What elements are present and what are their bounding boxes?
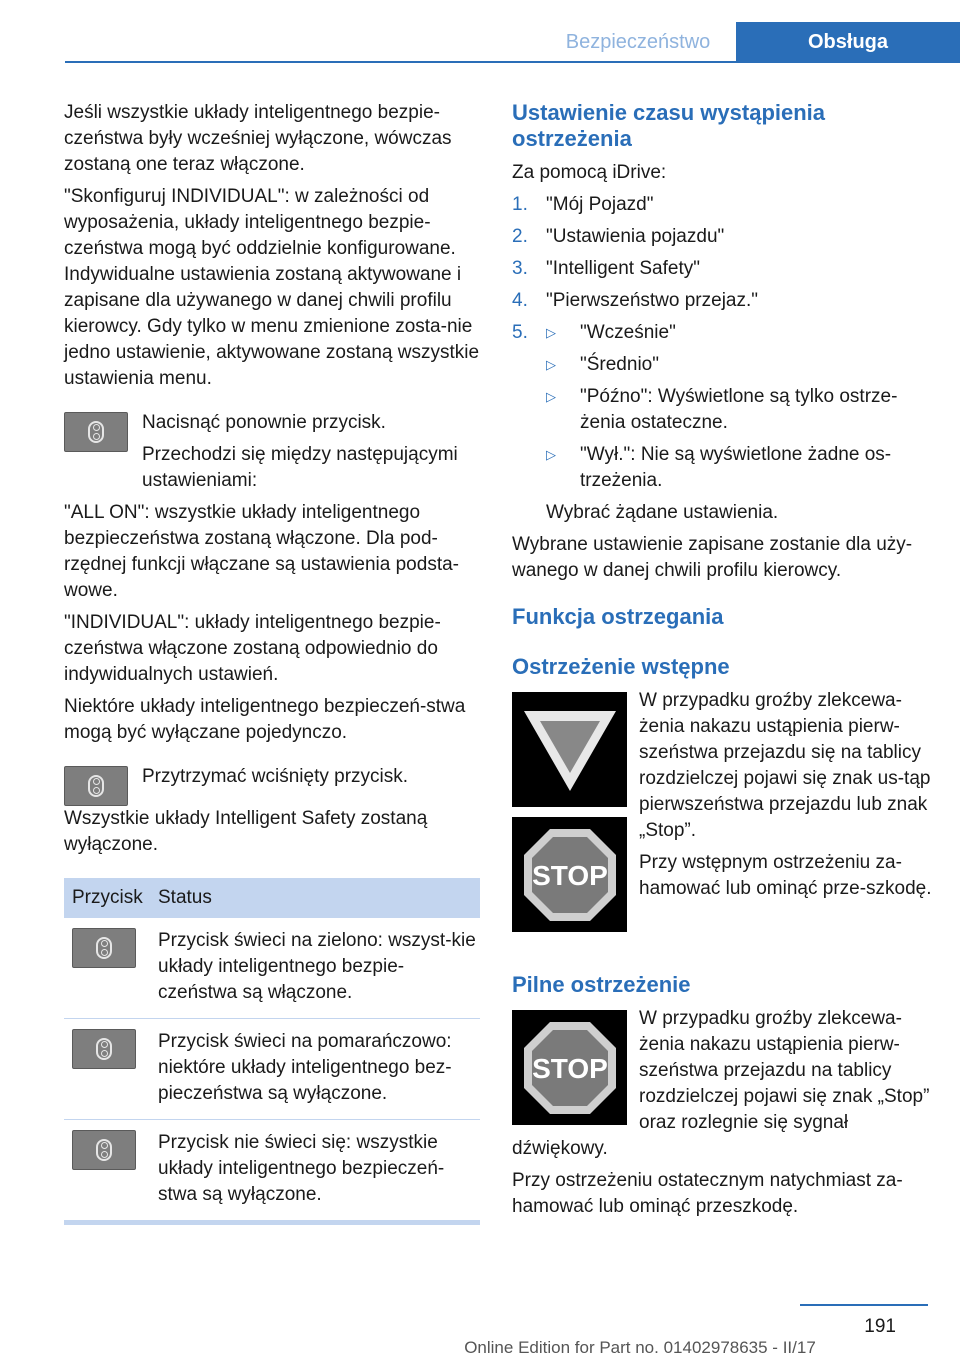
section-tab: Bezpieczeństwo xyxy=(565,30,711,53)
safety-icon xyxy=(88,775,104,797)
chapter-tab: Obsługa xyxy=(736,22,960,62)
section-heading: Funkcja ostrzegania xyxy=(512,604,724,629)
table-cell: Przycisk świeci na pomarańczowo: niektóre układy inteligentnego bez-pieczeństwa są wyłączone. xyxy=(158,1031,452,1104)
paragraph: Za pomocą iDrive: xyxy=(512,162,667,183)
table-cell: Przycisk świeci na zielono: wszyst-kie układy inteligentnego bezpie-czeństwa są włączone. xyxy=(158,930,476,1003)
page-number: 191 xyxy=(864,1316,896,1337)
list-item: 1. "Mój Pojazd" xyxy=(512,194,654,215)
stop-text: STOP xyxy=(531,1052,608,1084)
subsection-heading: Ostrzeżenie wstępne xyxy=(512,654,730,679)
list-item: ▷ "Wcześnie" xyxy=(546,320,932,346)
header-rule xyxy=(65,61,960,63)
paragraph: Niektóre układy inteligentnego bezpieczeń-stwa mogą być wyłączane pojedynczo. xyxy=(64,696,466,743)
paragraph: Wybrać żądane ustawienia. xyxy=(546,502,779,523)
column-header: Status xyxy=(158,887,212,908)
stop-text: STOP xyxy=(531,859,608,891)
paragraph: "ALL ON": wszystkie układy inteligentnego bezpieczeństwa zostaną włączone. Dla pod-rzędnej funkcji włączane są ustawienia podsta-wowe. xyxy=(64,502,459,601)
yield-sign xyxy=(512,692,627,807)
table-row xyxy=(64,1019,480,1120)
table-row xyxy=(64,1120,480,1220)
table-row xyxy=(64,918,480,1019)
safety-icon xyxy=(96,1139,112,1161)
paragraph: "Skonfiguruj INDIVIDUAL": w zależności od wyposażenia, układy inteligentnego bezpie-czeństwa mogą być oddzielnie konfigurowane. Indywidualne ustawienia zostaną aktywowane i zapisane dla używanego w danej chwili profilu kierowcy. Gdy tylko w menu zmienione zosta-nie jedno ustawienie, aktywowane zostaną wszystkie ustawienia menu. xyxy=(64,186,480,389)
footer-rule xyxy=(800,1304,928,1306)
status-table xyxy=(64,878,480,1225)
list-item: 5. ▷ "Wcześnie" ▷ "Średnio" ▷ "Późno": Wyświetlone są tylko ostrze-żenia ostateczne. ▷ "Wył.": Nie są wyświetlone żadne os-trzeżenia. Wybrać żądane ustawienia. xyxy=(512,320,932,526)
warning-images xyxy=(512,692,627,942)
paragraph: "INDIVIDUAL": układy inteligentnego bezpie-czeństwa włączone zostaną odpowiednio do indywidualnych ustawień. xyxy=(64,612,441,685)
paragraph: Przy wstępnym ostrzeżeniu za-hamować lub ominąć prze-szkodę. xyxy=(639,852,932,899)
button-orange-state xyxy=(72,1029,136,1069)
list-item: 4. "Pierwszeństwo przejaz." xyxy=(512,290,759,311)
table-cell: Przycisk nie świeci się: wszystkie układy inteligentnego bezpieczeń-stwa są wyłączone. xyxy=(158,1132,445,1205)
section-heading: Ustawienie czasu wystąpienia ostrzeżenia xyxy=(512,100,826,151)
button-instruction xyxy=(64,410,480,500)
footer-edition: Online Edition for Part no. 01402978635 - II/17 xyxy=(464,1338,816,1357)
instruction-text: Przechodzi się między następującymi ustawieniami: xyxy=(142,444,458,491)
subsection-heading: Pilne ostrzeżenie xyxy=(512,972,691,997)
triangle-icon: ▷ xyxy=(546,447,556,462)
paragraph: Wybrane ustawienie zapisane zostanie dla uży-wanego w danej chwili profilu kierowcy. xyxy=(512,534,913,581)
button-instruction xyxy=(64,764,480,806)
options-list xyxy=(546,320,932,494)
instruction-text: Przytrzymać wciśnięty przycisk. xyxy=(142,766,409,787)
list-item: ▷ "Późno": Wyświetlone są tylko ostrze-żenia ostateczne. xyxy=(546,384,932,436)
left-column xyxy=(64,100,480,1225)
button-off-state xyxy=(72,1130,136,1170)
safety-icon xyxy=(88,421,104,443)
paragraph: W przypadku groźby zlekcewa-żenia nakazu ustąpienia pierw-szeństwa przejazdu się na tablicy rozdzielczej pojawi się znak us-tąp pierwszeństwa przejazdu lub znak „Stop”. xyxy=(639,690,931,841)
list-item: 2. "Ustawienia pojazdu" xyxy=(512,226,725,247)
button-green-state xyxy=(72,928,136,968)
triangle-icon: ▷ xyxy=(546,389,556,404)
table-header xyxy=(64,878,480,918)
intelligent-safety-button xyxy=(64,766,128,806)
right-column xyxy=(512,100,932,1226)
triangle-icon: ▷ xyxy=(546,325,556,340)
warning-images xyxy=(512,1010,627,1135)
stop-sign xyxy=(512,817,627,932)
paragraph: Przy ostrzeżeniu ostatecznym natychmiast za-hamować lub ominąć przeszkodę. xyxy=(512,1170,903,1217)
paragraph: W przypadku groźby zlekcewa-żenia nakazu ustąpienia pierw-szeństwa przejazdu na tablicy rozdzielczej pojawi się znak „Stop” oraz rozlegnie się sygnał dźwiękowy. xyxy=(512,1008,930,1159)
list-item: ▷ "Wył.": Nie są wyświetlone żadne os-trzeżenia. xyxy=(546,442,932,494)
paragraph: Jeśli wszystkie układy inteligentnego bezpie-czeństwa były wcześniej wyłączone, wówczas zostaną one teraz włączone. xyxy=(64,102,452,175)
steps-list xyxy=(512,192,932,526)
instruction-text: Nacisnąć ponownie przycisk. xyxy=(142,412,386,433)
triangle-icon: ▷ xyxy=(546,357,556,372)
paragraph: Wszystkie układy Intelligent Safety zostaną wyłączone. xyxy=(64,808,428,855)
safety-icon xyxy=(96,1038,112,1060)
list-item: 3. "Intelligent Safety" xyxy=(512,258,700,279)
safety-icon xyxy=(96,937,112,959)
page-header xyxy=(540,22,960,62)
column-header: Przycisk xyxy=(72,887,143,908)
stop-sign xyxy=(512,1010,627,1125)
list-item: ▷ "Średnio" xyxy=(546,352,932,378)
